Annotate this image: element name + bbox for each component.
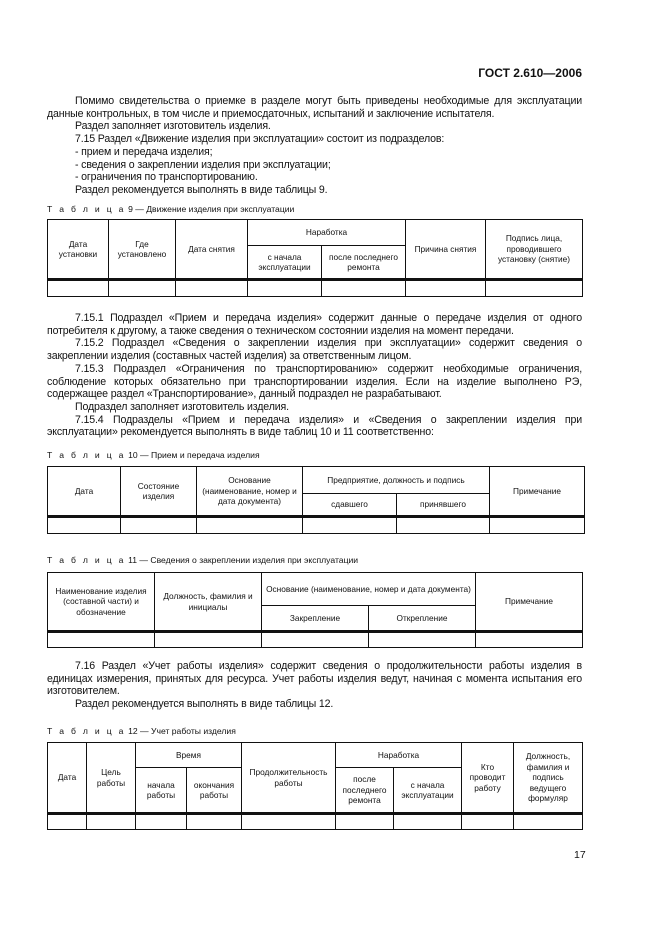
section-7-16-text — [47, 660, 582, 711]
col-header: Состояние изделия — [121, 467, 197, 517]
col-header: Должность, фамилия и подпись ведущего формуляр — [514, 743, 583, 814]
col-header: принявшего — [397, 494, 490, 517]
col-header: Предприятие, должность и подпись — [303, 467, 490, 494]
col-header: с начала эксплуатации — [248, 246, 322, 280]
table-row — [48, 280, 583, 297]
col-header: Должность, фамилия и инициалы — [155, 573, 262, 632]
paragraph: Раздел рекомендуется выполнять в виде таблицы 9. — [75, 183, 328, 196]
col-header: Дата — [48, 467, 121, 517]
section-7-15-text — [47, 312, 582, 439]
col-header: Дата снятия — [176, 220, 248, 280]
table-12 — [47, 742, 583, 830]
table-9 — [47, 219, 583, 297]
col-header: сдавшего — [303, 494, 397, 517]
col-header: Где установлено — [109, 220, 176, 280]
col-header: Открепление — [369, 606, 476, 632]
col-header: Время — [136, 743, 242, 768]
col-header: Основание (наименование, номер и дата документа) — [197, 467, 303, 517]
paragraph: 7.15.1 Подраздел «Прием и передача изделия» содержит данные о передаче изделия от одного потребителя к другому, а также сведения о техническом состоянии изделия на момент передачи. — [47, 312, 582, 337]
table11-caption: Т а б л и ц а 11 — Сведения о закреплении изделия при эксплуатации — [47, 555, 359, 565]
col-header: Наименование изделия (составной части) и обозначение — [48, 573, 155, 632]
paragraph: Помимо свидетельства о приемке в разделе могут быть приведены необходимые для эксплуатации данные контрольных, в том числе и приемосдаточных, испытаний и заключение испытателя. — [47, 95, 582, 120]
paragraph: 7.15.4 Подразделы «Прием и передача изделия» и «Сведения о закреплении изделия при эксплуатации» рекомендуется выполнять в виде таблиц 10 и 11 соответственно: — [47, 413, 582, 439]
paragraph: 7.15.3 Подраздел «Ограничения по транспортированию» содержит необходимые ограничения, соблюдение которых обязательно при транспортировании изделия. Если на изделие выполнено РЭ, содержащее раздел «Транспортирование», данный подраздел не разрабатывают. — [47, 362, 582, 401]
table-10 — [47, 466, 585, 534]
col-header: Примечание — [476, 573, 583, 632]
paragraph: Раздел заполняет изготовитель изделия. — [75, 120, 271, 133]
table12-caption: Т а б л и ц а 12 — Учет работы изделия — [47, 726, 236, 736]
col-header: Продолжительность работы — [242, 743, 336, 814]
col-header: после последнего ремонта — [322, 246, 406, 280]
col-header: окончания работы — [187, 768, 242, 814]
col-header: Подпись лица, проводившего установку (снятие) — [486, 220, 583, 280]
col-header: Кто проводит работу — [462, 743, 514, 814]
col-header: с начала эксплуатации — [394, 768, 462, 814]
table10-caption: Т а б л и ц а 10 — Прием и передача изделия — [47, 450, 260, 460]
list-item: - прием и передача изделия; — [75, 145, 213, 158]
intro-text — [47, 95, 582, 197]
table9-caption: Т а б л и ц а 9 — Движение изделия при эксплуатации — [47, 204, 295, 214]
page-number: 17 — [574, 849, 586, 861]
list-item: - сведения о закреплении изделия при эксплуатации; — [75, 158, 331, 171]
col-header: Дата установки — [48, 220, 109, 280]
col-header: Причина снятия — [406, 220, 486, 280]
col-header: Примечание — [490, 467, 585, 517]
col-header: Основание (наименование, номер и дата документа) — [262, 573, 476, 606]
paragraph: Подраздел заполняет изготовитель изделия. — [75, 400, 289, 413]
paragraph: Раздел рекомендуется выполнять в виде таблицы 12. — [75, 698, 334, 711]
col-header: начала работы — [136, 768, 187, 814]
col-header: Цель работы — [87, 743, 136, 814]
table-11 — [47, 572, 583, 648]
table-row — [48, 814, 583, 830]
col-header: Закрепление — [262, 606, 369, 632]
document-code: ГОСТ 2.610—2006 — [478, 66, 582, 80]
paragraph: 7.16 Раздел «Учет работы изделия» содержит сведения о продолжительности работы изделия в единицах измерения, принятых для ресурса. Учет работы изделия ведут, начиная с момента испытания его изготовителем. — [47, 660, 582, 698]
list-item: - ограничения по транспортированию. — [75, 171, 258, 184]
paragraph: 7.15.2 Подраздел «Сведения о закреплении изделия при эксплуатации» содержит сведения о закреплении изделия (составных частей изделия) за ответственным лицом. — [47, 337, 582, 363]
col-header: Наработка — [336, 743, 462, 768]
col-header: Дата — [48, 743, 87, 814]
col-header: Наработка — [248, 220, 406, 246]
table-row — [48, 517, 585, 534]
col-header: после последнего ремонта — [336, 768, 394, 814]
paragraph: 7.15 Раздел «Движение изделия при эксплуатации» состоит из подразделов: — [75, 133, 445, 146]
table-row — [48, 632, 583, 648]
